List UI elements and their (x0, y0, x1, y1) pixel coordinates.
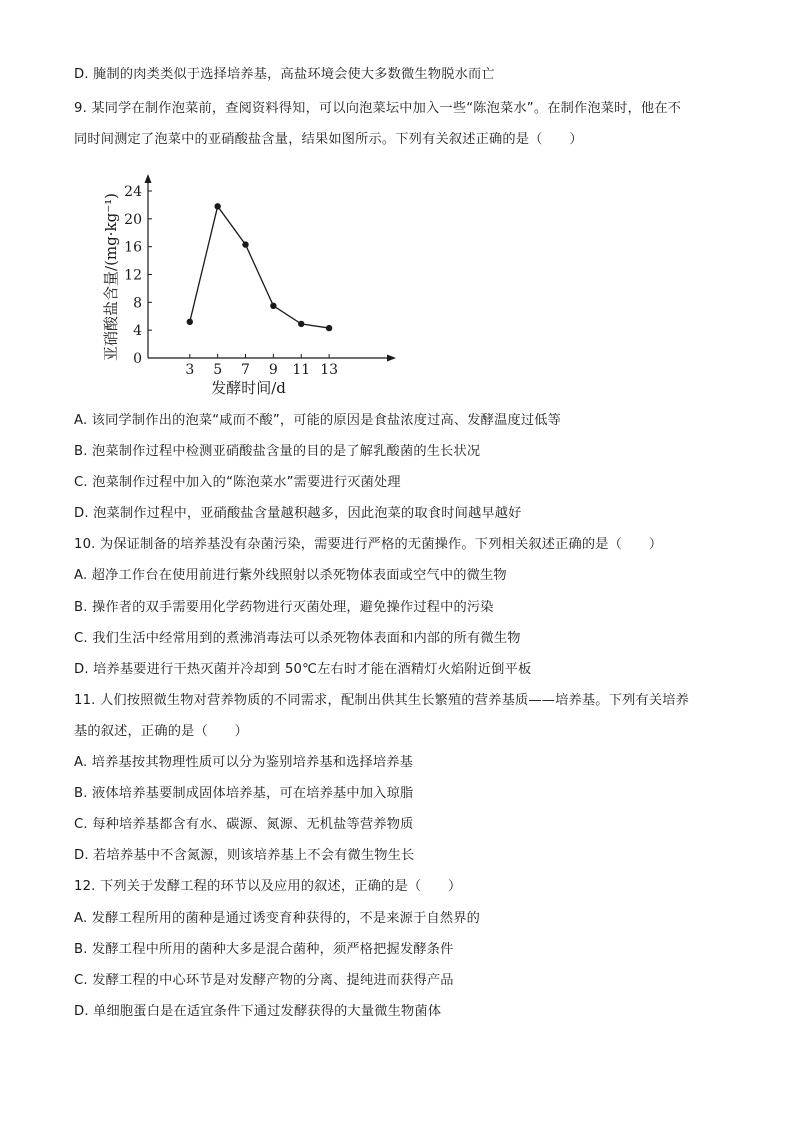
y-tick-label-4: 4 (133, 323, 142, 340)
y-tick-label-0: 0 (133, 351, 142, 367)
question-11-stem-line-1: 11. 人们按照微生物对营养物质的不同需求，配制出供其生长繁殖的营养基质——培养基。下列有关培养 (74, 693, 690, 708)
question-11-option-d: D. 若培养基中不含氮源，则该培养基上不会有微生物生长 (74, 848, 415, 863)
x-axis-label: 发酵时间/d (211, 379, 286, 397)
nitrite-chart-svg (100, 170, 400, 405)
data-point-5 (214, 203, 220, 209)
question-10-option-b: B. 操作者的双手需要用化学药物进行灭菌处理，避免操作过程中的污染 (74, 600, 494, 615)
data-point-11 (298, 321, 304, 327)
question-9-stem-line-2: 同时间测定了泡菜中的亚硝酸盐含量，结果如图所示。下列有关叙述正确的是（ ） (74, 132, 583, 147)
question-12-option-c: C. 发酵工程的中心环节是对发酵产物的分离、提纯进而获得产品 (74, 973, 454, 988)
question-9-option-b: B. 泡菜制作过程中检测亚硝酸盐含量的目的是了解乳酸菌的生长状况 (74, 444, 481, 459)
question-11-option-b: B. 液体培养基要制成固体培养基，可在培养基中加入琼脂 (74, 786, 414, 801)
question-10-option-c: C. 我们生活中经常用到的煮沸消毒法可以杀死物体表面和内部的所有微生物 (74, 631, 521, 646)
data-point-13 (326, 325, 332, 331)
x-tick-label-5: 5 (213, 362, 223, 378)
question-10-option-a: A. 超净工作台在使用前进行紫外线照射以杀死物体表面或空气中的微生物 (74, 568, 507, 583)
question-10-stem: 10. 为保证制备的培养基没有杂菌污染，需要进行严格的无菌操作。下列相关叙述正确的是（ ） (74, 537, 663, 552)
question-11-option-a: A. 培养基按其物理性质可以分为鉴别培养基和选择培养基 (74, 755, 414, 770)
y-tick-label-20: 20 (124, 211, 142, 228)
data-point-3 (187, 319, 193, 325)
y-tick-label-8: 8 (133, 295, 142, 312)
y-tick-label-24: 24 (124, 184, 142, 200)
question-12-stem: 12. 下列关于发酵工程的环节以及应用的叙述，正确的是（ ） (74, 879, 462, 894)
question-12-option-b: B. 发酵工程中所用的菌种大多是混合菌种，须严格把握发酵条件 (74, 942, 454, 957)
data-point-9 (270, 303, 276, 309)
question-9-option-d: D. 泡菜制作过程中，亚硝酸盐含量越积越多，因此泡菜的取食时间越早越好 (74, 506, 522, 521)
y-axis-arrow (145, 174, 152, 183)
x-axis-arrow (387, 355, 396, 362)
question-12-option-d: D. 单细胞蛋白是在适宜条件下通过发酵获得的大量微生物菌体 (74, 1004, 442, 1019)
x-tick-label-9: 9 (268, 362, 278, 378)
question-9-option-c: C. 泡菜制作过程中加入的“陈泡菜水”需要进行灭菌处理 (74, 475, 401, 490)
chart-series (187, 203, 333, 331)
question-10-option-d: D. 培养基要进行干热灭菌并冷却到 50℃左右时才能在酒精灯火焰附近倒平板 (74, 662, 532, 677)
question-12-option-a: A. 发酵工程所用的菌种是通过诱变育种获得的，不是来源于自然界的 (74, 911, 481, 926)
x-tick-label-3: 3 (185, 362, 195, 378)
series-line (190, 206, 329, 328)
chart-axes (145, 174, 397, 362)
chart-ticks (124, 184, 338, 378)
y-axis-label: 亚硝酸盐含量/(mg·kg⁻¹) (102, 193, 120, 361)
question-11-stem-line-2: 基的叙述，正确的是（ ） (74, 724, 249, 739)
x-tick-label-11: 11 (292, 362, 311, 378)
data-point-7 (242, 241, 248, 247)
question-11-option-c: C. 每种培养基都含有水、碳源、氮源、无机盐等营养物质 (74, 817, 414, 832)
y-tick-label-16: 16 (124, 239, 142, 256)
nitrite-chart (100, 170, 400, 405)
question-9-stem-line-1: 9. 某同学在制作泡菜前，查阅资料得知，可以向泡菜坛中加入一些“陈泡菜水”。在制作泡菜时，他在不 (74, 101, 682, 116)
x-tick-label-13: 13 (320, 362, 339, 378)
question-9-option-a: A. 该同学制作出的泡菜“咸而不酸”，可能的原因是食盐浓度过高、发酵温度过低等 (74, 413, 562, 428)
x-tick-label-7: 7 (241, 362, 250, 378)
y-tick-label-12: 12 (124, 267, 142, 284)
option-8d: D. 腌制的肉类类似于选择培养基，高盐环境会使大多数微生物脱水而亡 (74, 67, 495, 82)
